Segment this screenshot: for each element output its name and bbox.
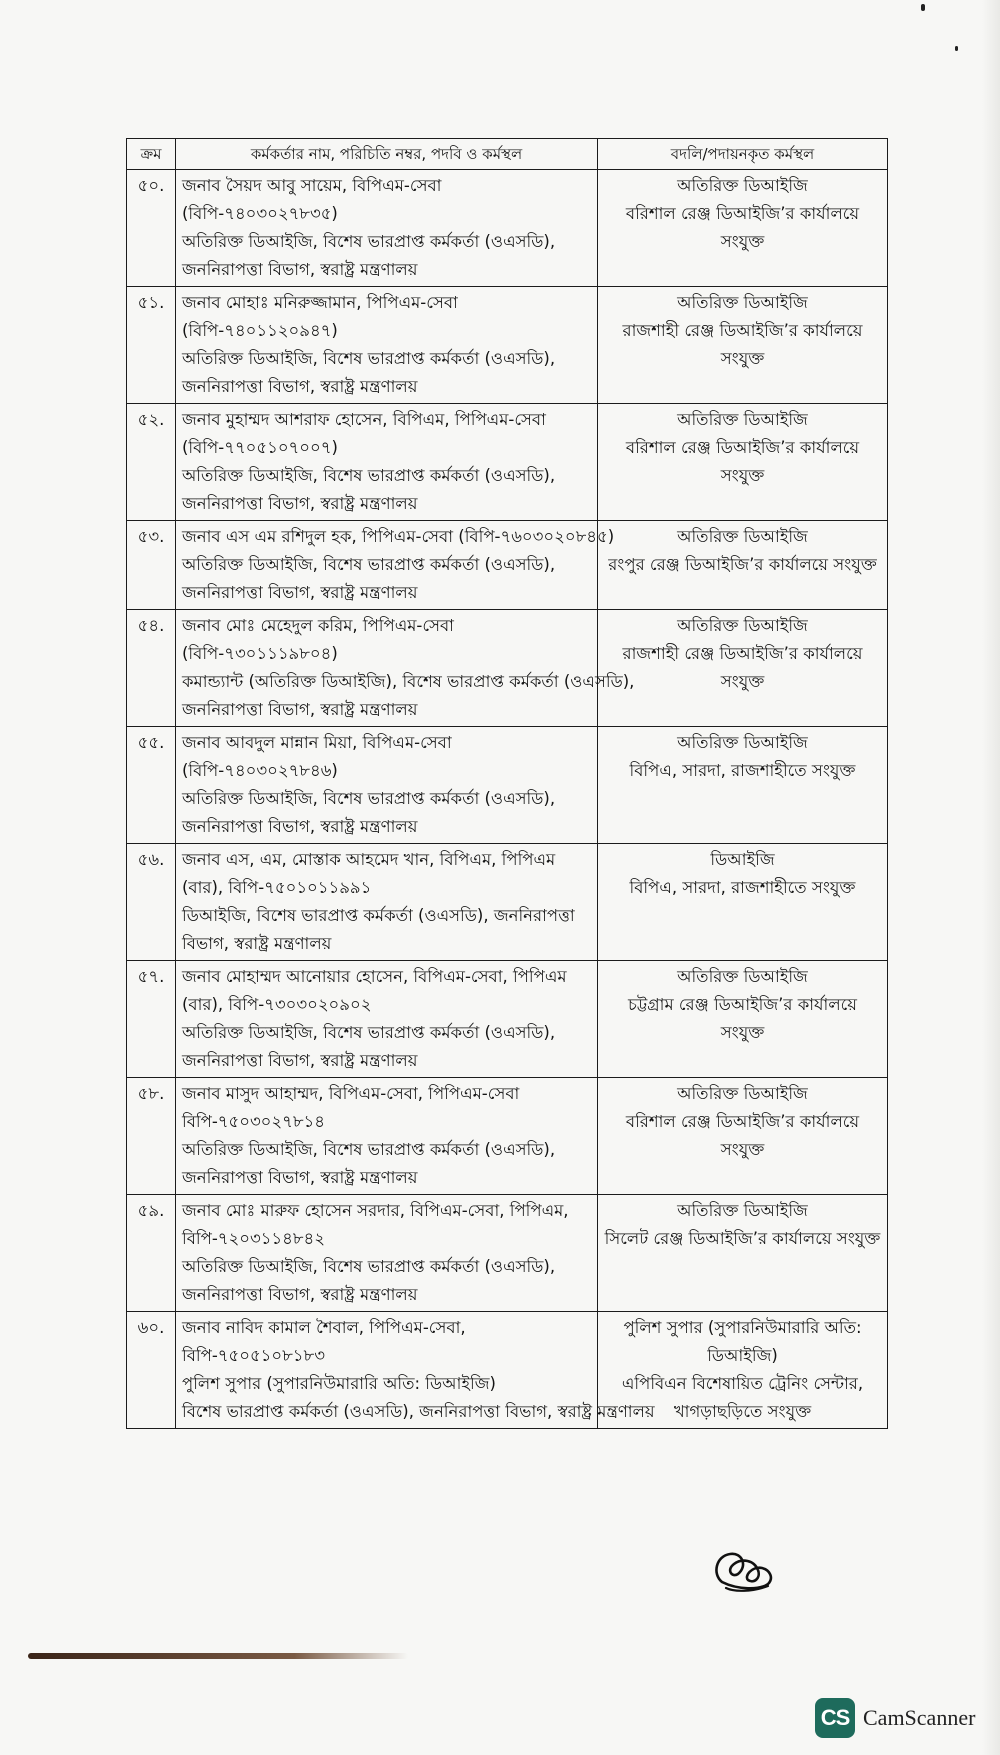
header-serial: ক্রম — [127, 139, 176, 170]
posting-details — [598, 844, 888, 961]
row-serial: ৫৬. — [127, 844, 176, 961]
scan-speck — [955, 46, 958, 51]
posting-line: বরিশাল রেঞ্জ ডিআইজি’র কার্যালয়ে — [625, 204, 860, 223]
row-serial: ৫৩. — [127, 521, 176, 610]
transfer-table — [126, 138, 888, 1429]
posting-line: ডিআইজি) — [707, 1346, 778, 1365]
posting-line: সংযুক্ত — [720, 672, 765, 691]
officer-line: জনাব মুহাম্মদ আশরাফ হোসেন, বিপিএম, পিপিএম-সেবা — [182, 410, 546, 429]
officer-line: পুলিশ সুপার (সুপারনিউমারারি অতি: ডিআইজি) — [182, 1374, 496, 1393]
posting-line: অতিরিক্ত ডিআইজি — [677, 616, 808, 635]
camscanner-name: CamScanner — [863, 1705, 976, 1730]
posting-line: চট্টগ্রাম রেঞ্জ ডিআইজি’র কার্যালয়ে সংযুক্ত — [628, 995, 857, 1042]
officer-line: অতিরিক্ত ডিআইজি, বিশেষ ভারপ্রাপ্ত কর্মকর্তা (ওএসডি), — [182, 555, 556, 574]
table-row — [127, 1078, 888, 1195]
posting-details — [598, 287, 888, 404]
posting-details — [598, 521, 888, 610]
officer-line: (বিপি-৭৪০৩০২৭৮৪৬) — [182, 761, 338, 780]
officer-line: জনাব মোঃ মারুফ হোসেন সরদার, বিপিএম-সেবা, পিপিএম, — [182, 1201, 569, 1220]
posting-line: বরিশাল রেঞ্জ ডিআইজি’র কার্যালয়ে — [625, 438, 860, 457]
scan-speck — [921, 4, 925, 11]
officer-line: অতিরিক্ত ডিআইজি, বিশেষ ভারপ্রাপ্ত কর্মকর্তা (ওএসডি), — [182, 1140, 556, 1159]
officer-line: জনাব নাবিদ কামাল শৈবাল, পিপিএম-সেবা, — [182, 1318, 466, 1337]
signature-initials — [708, 1544, 782, 1594]
officer-details — [176, 287, 598, 404]
posting-line: অতিরিক্ত ডিআইজি — [677, 1201, 808, 1220]
table-row — [127, 404, 888, 521]
row-serial: ৫৫. — [127, 727, 176, 844]
table-row — [127, 287, 888, 404]
posting-line: অতিরিক্ত ডিআইজি — [677, 733, 808, 752]
row-serial: ৫৮. — [127, 1078, 176, 1195]
officer-line: (বার), বিপি-৭৫০১০১১৯৯১ — [182, 878, 372, 897]
posting-line: রাজশাহী রেঞ্জ ডিআইজি’র কার্যালয়ে — [622, 321, 863, 340]
camscanner-watermark — [815, 1696, 975, 1740]
officer-line: অতিরিক্ত ডিআইজি, বিশেষ ভারপ্রাপ্ত কর্মকর্তা (ওএসডি), — [182, 789, 556, 808]
posting-details — [598, 610, 888, 727]
officer-line: বিপি-৭৫০৫১০৮১৮৩ — [182, 1346, 325, 1365]
officer-details — [176, 961, 598, 1078]
posting-line: সংযুক্ত — [720, 1140, 765, 1159]
posting-line: এপিবিএন বিশেষায়িত ট্রেনিং সেন্টার, — [621, 1374, 864, 1393]
posting-details — [598, 1195, 888, 1312]
posting-line: রংপুর রেঞ্জ ডিআইজি’র কার্যালয়ে সংযুক্ত — [608, 555, 877, 574]
scan-edge-stroke — [28, 1653, 408, 1659]
posting-line: বরিশাল রেঞ্জ ডিআইজি’র কার্যালয়ে — [625, 1112, 860, 1131]
posting-details — [598, 170, 888, 287]
officer-details — [176, 727, 598, 844]
posting-line: অতিরিক্ত ডিআইজি — [677, 1084, 808, 1103]
posting-details — [598, 1078, 888, 1195]
table-row — [127, 610, 888, 727]
officer-line: বিভাগ, স্বরাষ্ট্র মন্ত্রণালয় — [182, 934, 332, 953]
table-row — [127, 1312, 888, 1429]
posting-line: বিপিএ, সারদা, রাজশাহীতে সংযুক্ত — [629, 761, 856, 780]
officer-line: জননিরাপত্তা বিভাগ, স্বরাষ্ট্র মন্ত্রণালয় — [182, 817, 418, 836]
table-row — [127, 1195, 888, 1312]
officer-line: অতিরিক্ত ডিআইজি, বিশেষ ভারপ্রাপ্ত কর্মকর্তা (ওএসডি), — [182, 349, 556, 368]
posting-line: সংযুক্ত — [720, 232, 765, 251]
officer-line: (বার), বিপি-৭৩০৩০২০৯০২ — [182, 995, 372, 1014]
posting-line: ডিআইজি — [710, 850, 775, 869]
officer-line: অতিরিক্ত ডিআইজি, বিশেষ ভারপ্রাপ্ত কর্মকর্তা (ওএসডি), — [182, 466, 556, 485]
posting-line: অতিরিক্ত ডিআইজি — [677, 527, 808, 546]
row-serial: ৫০. — [127, 170, 176, 287]
officer-line: অতিরিক্ত ডিআইজি, বিশেষ ভারপ্রাপ্ত কর্মকর্তা (ওএসডি), — [182, 1023, 556, 1042]
officer-details — [176, 521, 615, 610]
officer-line: জনাব মোহাম্মদ আনোয়ার হোসেন, বিপিএম-সেবা, পিপিএম — [182, 967, 567, 986]
row-serial: ৫৭. — [127, 961, 176, 1078]
page-edge-shadow — [982, 0, 1000, 1755]
officer-line: জননিরাপত্তা বিভাগ, স্বরাষ্ট্র মন্ত্রণালয় — [182, 583, 418, 602]
officer-line: জনাব সৈয়দ আবু সায়েম, বিপিএম-সেবা — [182, 176, 442, 195]
header-posting: বদলি/পদায়নকৃত কর্মস্থল — [598, 139, 888, 170]
posting-line: পুলিশ সুপার (সুপারনিউমারারি অতি: — [623, 1318, 862, 1337]
table-row — [127, 170, 888, 287]
posting-line: সংযুক্ত — [720, 466, 765, 485]
posting-line: খাগড়াছড়িতে সংযুক্ত — [673, 1402, 812, 1421]
officer-details — [176, 1312, 655, 1429]
officer-line: জনাব এস এম রশিদুল হক, পিপিএম-সেবা (বিপি-৭৬০৩০২০৮৪৫) — [182, 527, 615, 546]
officer-line: জনাব আবদুল মান্নান মিয়া, বিপিএম-সেবা — [182, 733, 452, 752]
officer-details — [176, 844, 598, 961]
officer-details — [176, 610, 635, 727]
table-row — [127, 521, 888, 610]
officer-line: জনাব এস, এম, মোস্তাক আহমেদ খান, বিপিএম, পিপিএম — [182, 850, 556, 869]
row-serial: ৫২. — [127, 404, 176, 521]
officer-line: (বিপি-৭৩০১১১৯৮০৪) — [182, 644, 338, 663]
row-serial: ৫৯. — [127, 1195, 176, 1312]
posting-line: সংযুক্ত — [720, 349, 765, 368]
posting-line: সিলেট রেঞ্জ ডিআইজি’র কার্যালয়ে সংযুক্ত — [604, 1229, 881, 1248]
table-row — [127, 727, 888, 844]
officer-line: বিপি-৭২০৩১১৪৮৪২ — [182, 1229, 325, 1248]
officer-line: (বিপি-৭৪০১১২০৯৪৭) — [182, 321, 338, 340]
officer-line: বিশেষ ভারপ্রাপ্ত কর্মকর্তা (ওএসডি), জননিরাপত্তা বিভাগ, স্বরাষ্ট্র মন্ত্রণালয় — [182, 1402, 655, 1421]
camscanner-logo-icon: CS — [815, 1698, 855, 1738]
officer-line: (বিপি-৭৪০৩০২৭৮৩৫) — [182, 204, 338, 223]
row-serial: ৫৪. — [127, 610, 176, 727]
officer-line: জনাব মাসুদ আহাম্মদ, বিপিএম-সেবা, পিপিএম-সেবা — [182, 1084, 520, 1103]
officer-line: জননিরাপত্তা বিভাগ, স্বরাষ্ট্র মন্ত্রণালয় — [182, 700, 418, 719]
officer-line: কমান্ড্যান্ট (অতিরিক্ত ডিআইজি), বিশেষ ভারপ্রাপ্ত কর্মকর্তা (ওএসডি), — [182, 672, 635, 691]
header-officer: কর্মকর্তার নাম, পরিচিতি নম্বর, পদবি ও কর্মস্থল — [176, 139, 598, 170]
officer-line: জননিরাপত্তা বিভাগ, স্বরাষ্ট্র মন্ত্রণালয় — [182, 1168, 418, 1187]
posting-details — [598, 404, 888, 521]
posting-line: অতিরিক্ত ডিআইজি — [677, 967, 808, 986]
officer-details — [176, 170, 598, 287]
posting-line: বিপিএ, সারদা, রাজশাহীতে সংযুক্ত — [629, 878, 856, 897]
officer-line: জননিরাপত্তা বিভাগ, স্বরাষ্ট্র মন্ত্রণালয় — [182, 260, 418, 279]
posting-line: অতিরিক্ত ডিআইজি — [677, 176, 808, 195]
posting-details — [598, 961, 888, 1078]
posting-line: রাজশাহী রেঞ্জ ডিআইজি’র কার্যালয়ে — [622, 644, 863, 663]
officer-line: জননিরাপত্তা বিভাগ, স্বরাষ্ট্র মন্ত্রণালয় — [182, 1051, 418, 1070]
officer-line: জননিরাপত্তা বিভাগ, স্বরাষ্ট্র মন্ত্রণালয় — [182, 377, 418, 396]
officer-line: জনাব মোঃ মেহেদুল করিম, পিপিএম-সেবা — [182, 616, 454, 635]
officer-line: অতিরিক্ত ডিআইজি, বিশেষ ভারপ্রাপ্ত কর্মকর্তা (ওএসডি), — [182, 232, 556, 251]
officer-line: জনাব মোহাঃ মনিরুজ্জামান, পিপিএম-সেবা — [182, 293, 458, 312]
row-serial: ৬০. — [127, 1312, 176, 1429]
table-row — [127, 844, 888, 961]
officer-line: (বিপি-৭৭০৫১০৭০০৭) — [182, 438, 338, 457]
officer-line: জননিরাপত্তা বিভাগ, স্বরাষ্ট্র মন্ত্রণালয় — [182, 1285, 418, 1304]
officer-details — [176, 1195, 598, 1312]
officer-line: ডিআইজি, বিশেষ ভারপ্রাপ্ত কর্মকর্তা (ওএসডি), জননিরাপত্তা — [182, 906, 575, 925]
posting-line: অতিরিক্ত ডিআইজি — [677, 293, 808, 312]
officer-line: অতিরিক্ত ডিআইজি, বিশেষ ভারপ্রাপ্ত কর্মকর্তা (ওএসডি), — [182, 1257, 556, 1276]
row-serial: ৫১. — [127, 287, 176, 404]
officer-details — [176, 1078, 598, 1195]
table-header-row — [127, 139, 888, 170]
posting-line: অতিরিক্ত ডিআইজি — [677, 410, 808, 429]
officer-details — [176, 404, 598, 521]
posting-details — [598, 727, 888, 844]
table-row — [127, 961, 888, 1078]
officer-line: বিপি-৭৫০৩০২৭৮১৪ — [182, 1112, 325, 1131]
officer-line: জননিরাপত্তা বিভাগ, স্বরাষ্ট্র মন্ত্রণালয় — [182, 494, 418, 513]
